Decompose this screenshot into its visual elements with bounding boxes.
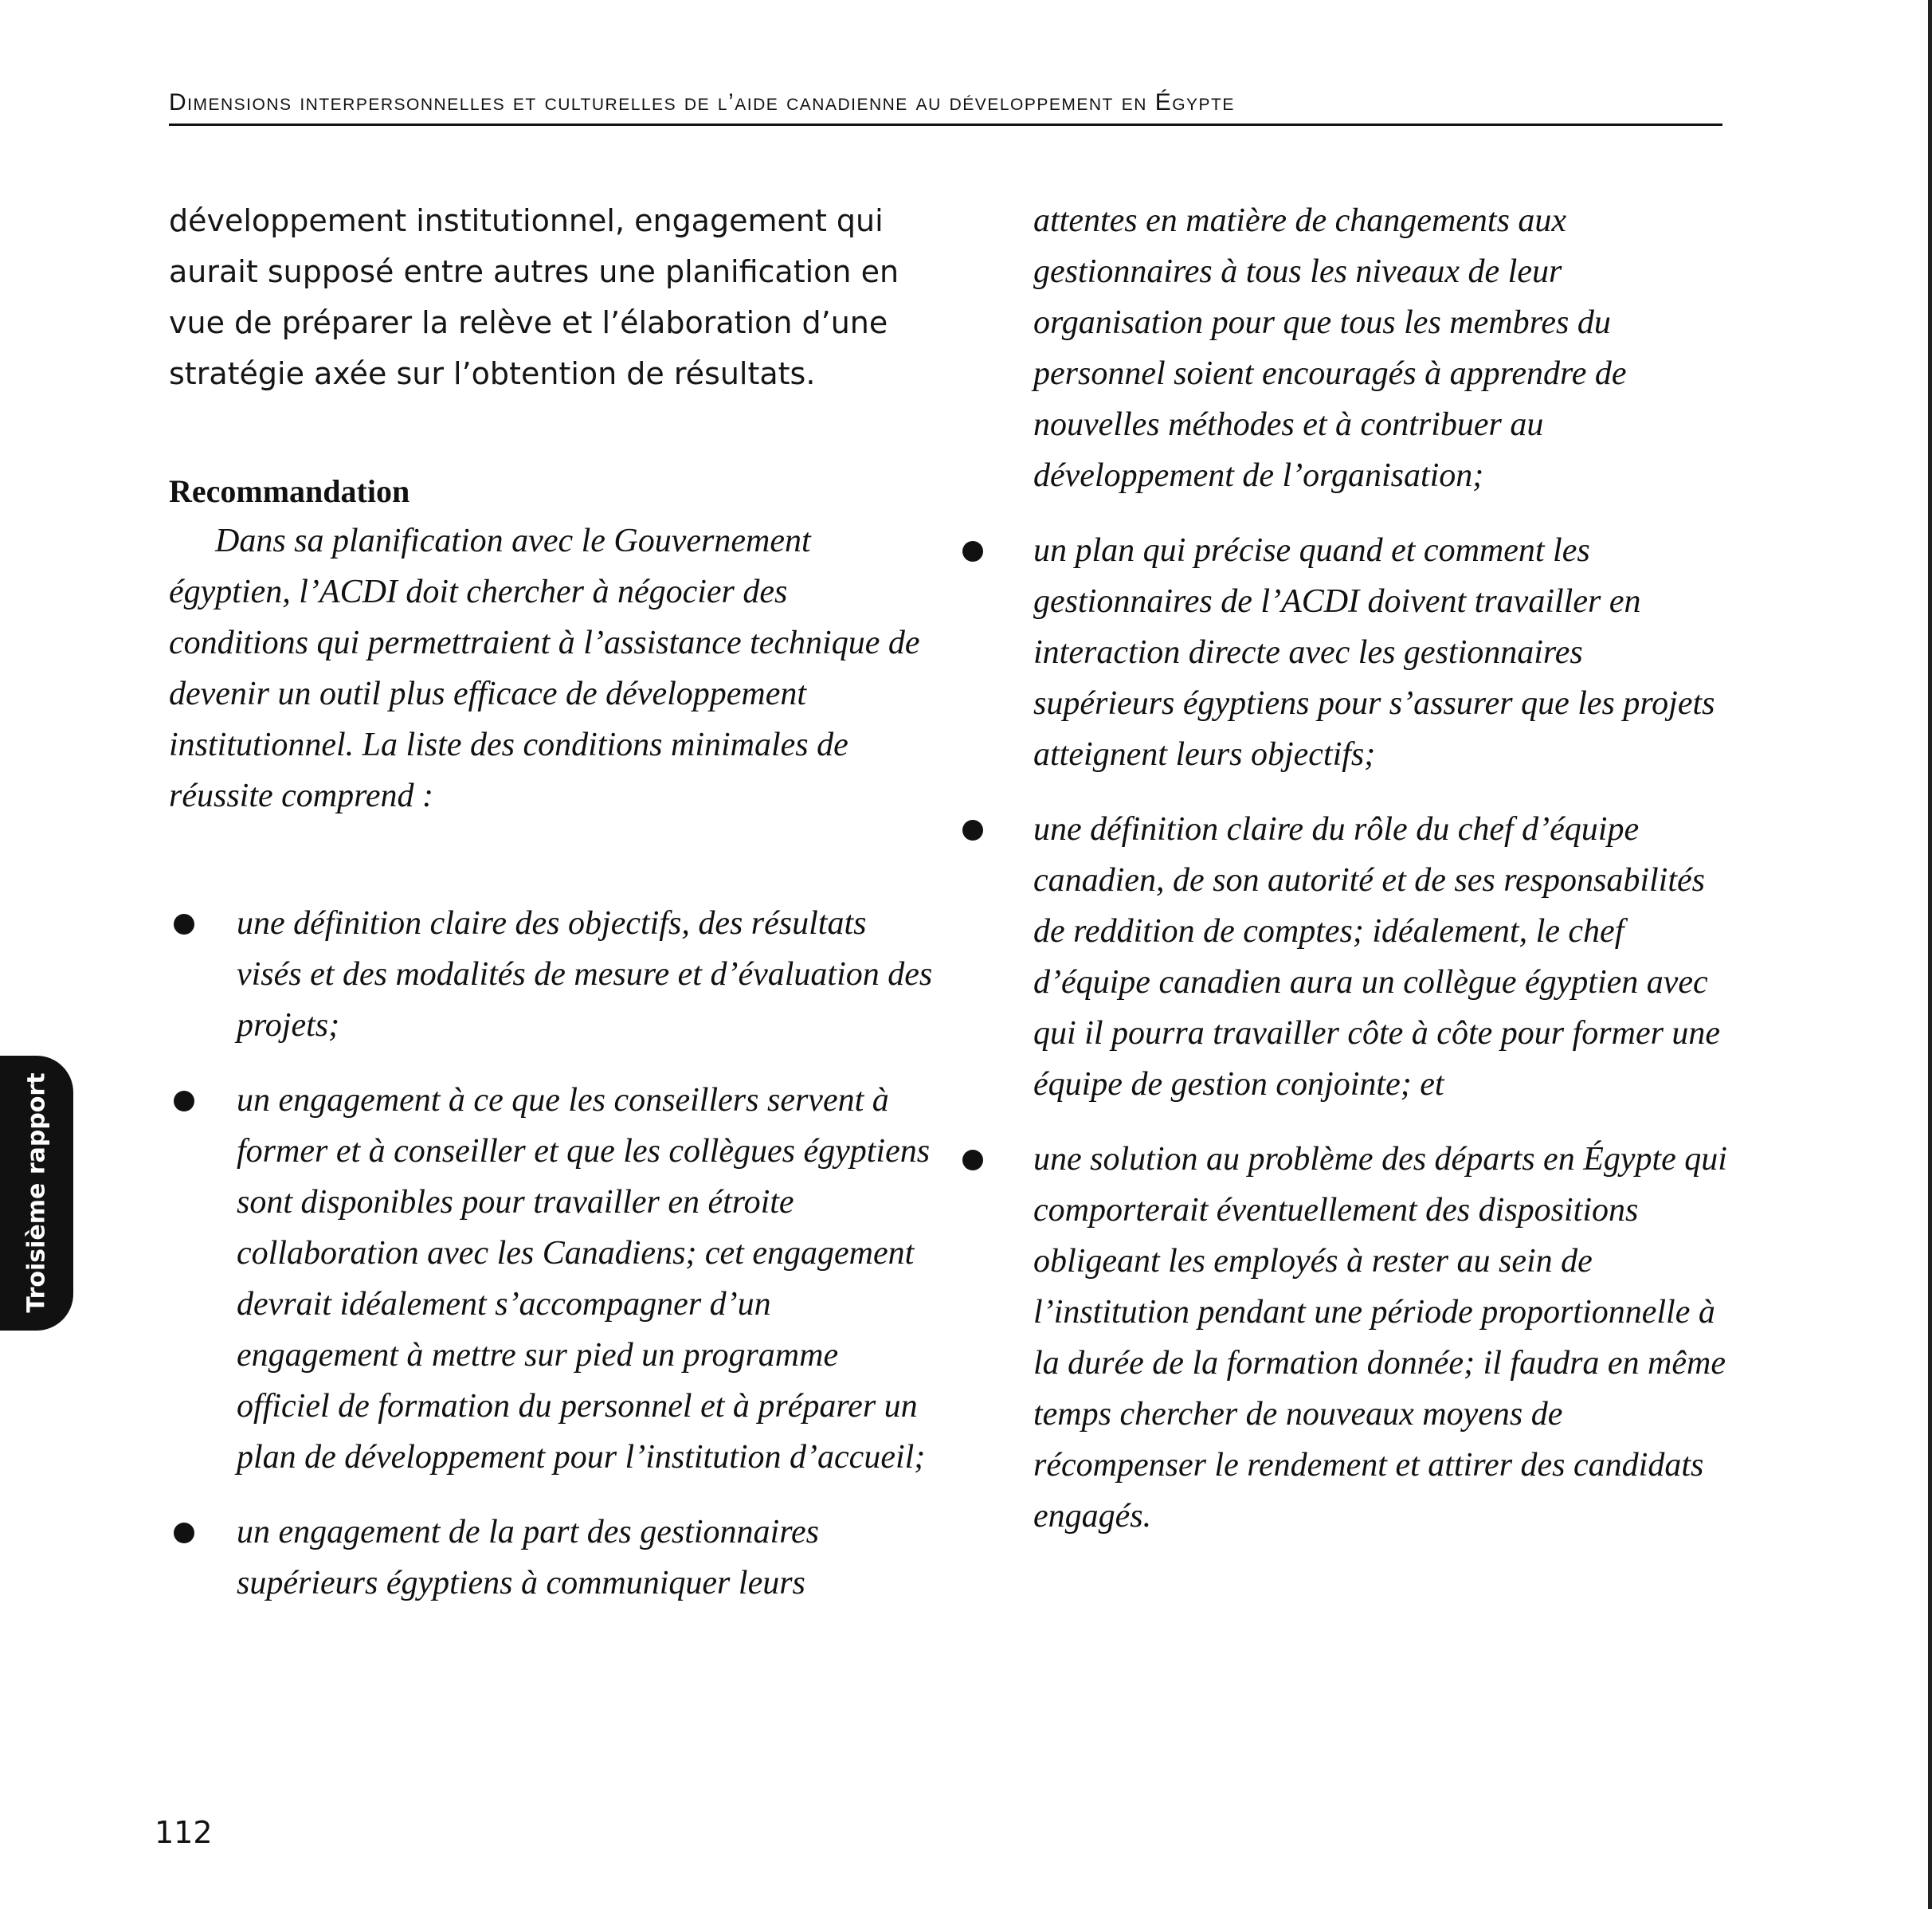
bullet-icon xyxy=(174,914,194,935)
list-item-text: une définition claire des objectifs, des résultats visés et des modalités de mesure et d’évaluation des projets; xyxy=(237,905,933,1044)
running-header: Dimensions interpersonnelles et culturelles de l’aide canadienne au développement en Égypte xyxy=(169,89,1235,116)
bullet-icon xyxy=(962,820,983,841)
list-item xyxy=(966,1134,1730,1542)
bullet-icon xyxy=(962,1150,983,1170)
right-column xyxy=(966,195,1730,1566)
list-item-text: un engagement à ce que les conseillers servent à former et à conseiller et que les collègues égyptiens sont disponibles pour travailler en étroite collaboration avec les Canadiens; cet engagement devrait idéalement s’accompagner d’un engagement à mettre sur pied un programme officiel de formation du personnel et à préparer un plan de développement pour l’institution d’accueil; xyxy=(237,1082,931,1476)
bullet-icon xyxy=(962,541,983,562)
page-number: 112 xyxy=(155,1815,213,1850)
page-edge xyxy=(1928,0,1932,1909)
list-item xyxy=(169,1507,934,1609)
opening-paragraph: développement institutionnel, engagement qui aurait supposé entre autres une planification en vue de préparer la relève et l’élaboration d’une stratégie axée sur l’obtention de résultats. xyxy=(169,203,899,391)
list-item xyxy=(169,898,934,1051)
list-item xyxy=(966,525,1730,780)
side-tab-label: Troisième rapport xyxy=(22,1072,51,1313)
section-heading: Recommandation xyxy=(169,473,410,509)
list-item-text: une solution au problème des départs en Égypte qui comporterait éventuellement des dispositions obligeant les employés à rester au sein de l’institution pendant une période proportionnelle à la durée de la formation donnée; il faudra en même temps chercher de nouveaux moyens de récompenser le rendement et attirer des candidats engagés. xyxy=(1033,1141,1727,1535)
recommendation-intro: Dans sa planification avec le Gouvernement égyptien, l’ACDI doit chercher à négocier des conditions qui permettraient à l’assistance technique de devenir un outil plus efficace de développement institutionnel. La liste des conditions minimales de réussite comprend : xyxy=(169,523,920,814)
continued-list-item: attentes en matière de changements aux gestionnaires à tous les niveaux de leur organisation pour que tous les membres du personnel soient encouragés à apprendre de nouvelles méthodes et à contribuer au développement de l’organisation; xyxy=(1033,202,1627,494)
list-item xyxy=(966,804,1730,1110)
condition-list-left xyxy=(169,898,934,1609)
list-item xyxy=(169,1075,934,1483)
list-item-text: un engagement de la part des gestionnaires supérieurs égyptiens à communiquer leurs xyxy=(237,1514,820,1601)
side-tab xyxy=(0,1056,73,1331)
bullet-icon xyxy=(174,1523,194,1543)
bullet-icon xyxy=(174,1091,194,1111)
condition-list-right xyxy=(966,525,1730,1542)
header-rule xyxy=(169,123,1722,126)
list-item-text: une définition claire du rôle du chef d’équipe canadien, de son autorité et de ses responsabilités de reddition de comptes; idéalement, le chef d’équipe canadien aura un collègue égyptien avec qui il pourra travailler côte à côte pour former une équipe de gestion conjointe; et xyxy=(1033,811,1721,1103)
left-column xyxy=(169,195,934,1633)
list-item-text: un plan qui précise quand et comment les gestionnaires de l’ACDI doivent travailler en interaction directe avec les gestionnaires supérieurs égyptiens pour s’assurer que les projets atteignent leurs objectifs; xyxy=(1033,532,1715,773)
